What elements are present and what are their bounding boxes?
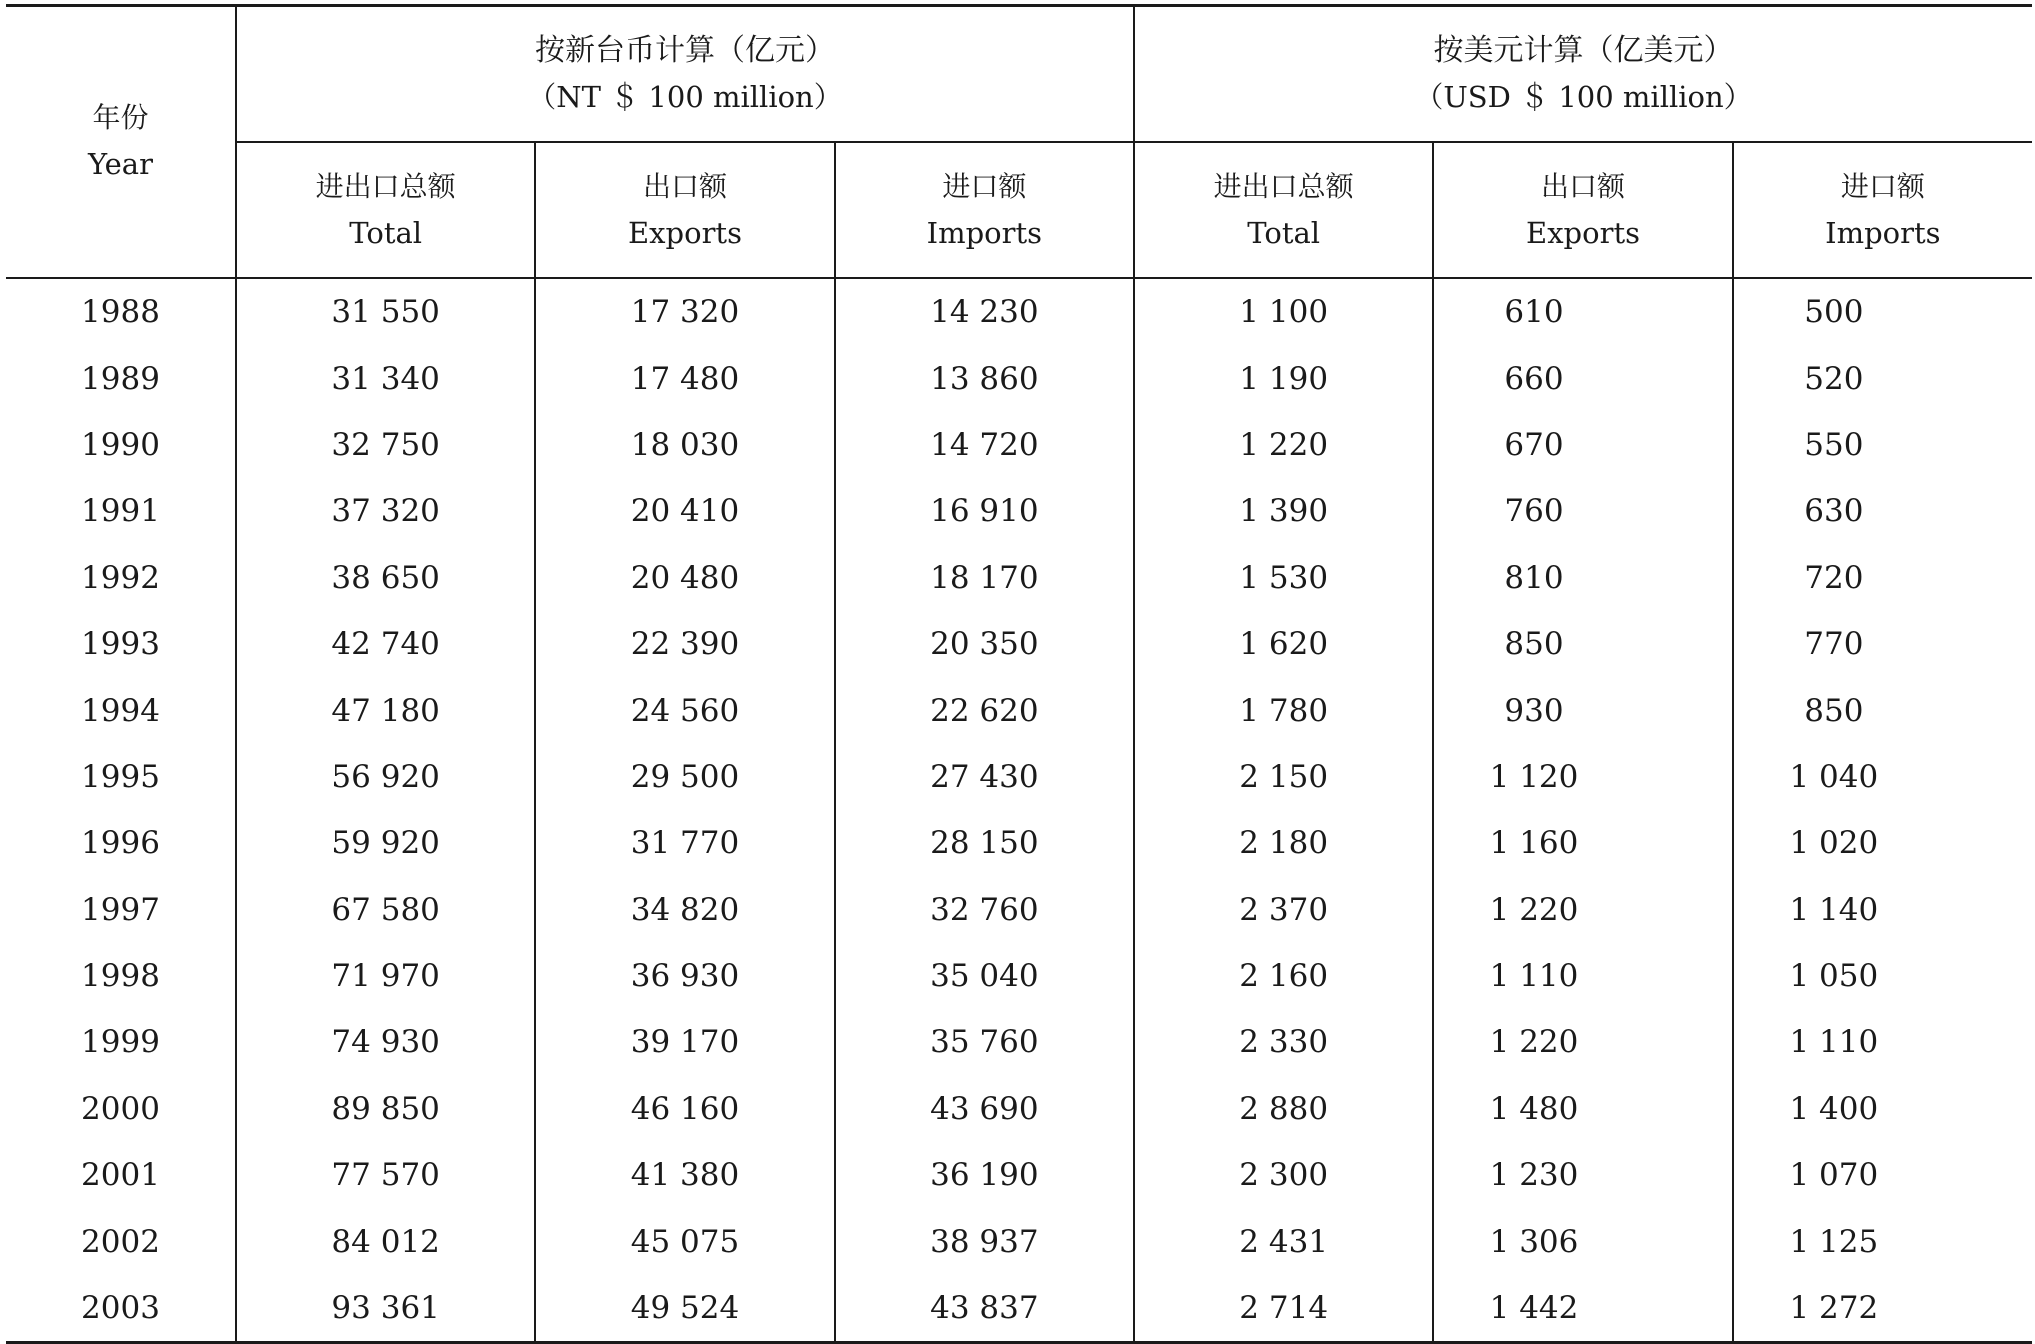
column-header-en: Exports — [1526, 216, 1640, 250]
cell-usd-imports: 850 — [1733, 677, 2032, 743]
cell-ntd-imports: 32 760 — [835, 877, 1134, 943]
cell-usd-exports: 1 442 — [1433, 1275, 1732, 1343]
table-row — [6, 1009, 2032, 1075]
cell-ntd-imports: 28 150 — [835, 810, 1134, 876]
cell-ntd-exports: 31 770 — [535, 810, 834, 876]
cell-ntd-exports: 29 500 — [535, 744, 834, 810]
table-header — [6, 6, 2032, 279]
cell-ntd-total: 38 650 — [236, 545, 535, 611]
year-cell: 1997 — [81, 891, 160, 928]
cell-ntd-total: 47 180 — [236, 677, 535, 743]
cell-ntd-exports: 36 930 — [535, 943, 834, 1009]
cell-usd-imports: 1 272 — [1733, 1275, 2032, 1343]
cell-usd-total: 1 220 — [1134, 412, 1433, 478]
column-header-en: Total — [1247, 216, 1321, 250]
cell-ntd-exports: 17 320 — [535, 278, 834, 345]
table-row — [6, 810, 2032, 876]
cell-ntd-imports: 43 837 — [835, 1275, 1134, 1343]
cell-usd-exports: 1 220 — [1433, 877, 1732, 943]
year-cell: 1995 — [81, 758, 160, 795]
cell-ntd-imports: 13 860 — [835, 345, 1134, 411]
cell-usd-exports: 610 — [1433, 278, 1732, 345]
cell-ntd-exports: 46 160 — [535, 1076, 834, 1142]
table-row — [6, 478, 2032, 544]
cell-usd-imports: 1 050 — [1733, 943, 2032, 1009]
cell-usd-total: 1 100 — [1134, 278, 1433, 345]
cell-ntd-imports: 18 170 — [835, 545, 1134, 611]
cell-ntd-total: 89 850 — [236, 1076, 535, 1142]
cell-ntd-total: 71 970 — [236, 943, 535, 1009]
table-row — [6, 1275, 2032, 1343]
cell-ntd-imports: 20 350 — [835, 611, 1134, 677]
cell-usd-exports: 760 — [1433, 478, 1732, 544]
cell-usd-total: 1 530 — [1134, 545, 1433, 611]
column-header-zh: 进出口总额 — [315, 170, 456, 203]
cell-usd-exports: 1 160 — [1433, 810, 1732, 876]
cell-usd-imports: 720 — [1733, 545, 2032, 611]
table-row — [6, 1142, 2032, 1208]
trade-table — [6, 4, 2032, 1344]
cell-ntd-total: 56 920 — [236, 744, 535, 810]
cell-usd-imports: 1 400 — [1733, 1076, 2032, 1142]
column-header-usd-total — [1134, 142, 1433, 278]
group-header-ntd-en: （NT ＄ 100 million） — [527, 80, 843, 114]
year-cell: 1994 — [81, 692, 160, 729]
cell-ntd-total: 32 750 — [236, 412, 535, 478]
year-column-header — [6, 6, 236, 279]
cell-ntd-exports: 18 030 — [535, 412, 834, 478]
year-cell: 1993 — [81, 626, 160, 663]
cell-usd-exports: 1 230 — [1433, 1142, 1732, 1208]
cell-ntd-exports: 22 390 — [535, 611, 834, 677]
cell-usd-total: 1 620 — [1134, 611, 1433, 677]
cell-usd-imports: 1 140 — [1733, 877, 2032, 943]
cell-ntd-exports: 17 480 — [535, 345, 834, 411]
cell-usd-total: 2 330 — [1134, 1009, 1433, 1075]
group-header-ntd — [236, 6, 1134, 143]
column-header-zh: 进出口总额 — [1213, 170, 1354, 203]
cell-usd-exports: 930 — [1433, 677, 1732, 743]
table-row — [6, 611, 2032, 677]
group-header-usd-zh: 按美元计算（亿美元） — [1433, 33, 1734, 68]
cell-ntd-exports: 39 170 — [535, 1009, 834, 1075]
cell-usd-total: 2 300 — [1134, 1142, 1433, 1208]
cell-usd-exports: 1 306 — [1433, 1208, 1732, 1274]
table-row — [6, 545, 2032, 611]
table-body — [6, 278, 2032, 1343]
cell-usd-total: 2 180 — [1134, 810, 1433, 876]
cell-usd-exports: 810 — [1433, 545, 1732, 611]
year-cell: 1998 — [81, 958, 160, 995]
cell-usd-total: 1 390 — [1134, 478, 1433, 544]
cell-ntd-imports: 27 430 — [835, 744, 1134, 810]
cell-ntd-total: 77 570 — [236, 1142, 535, 1208]
cell-usd-total: 2 160 — [1134, 943, 1433, 1009]
table-row — [6, 1208, 2032, 1274]
cell-ntd-imports: 16 910 — [835, 478, 1134, 544]
cell-ntd-imports: 38 937 — [835, 1208, 1134, 1274]
cell-usd-imports: 770 — [1733, 611, 2032, 677]
column-header-usd-imports — [1733, 142, 2032, 278]
cell-usd-total: 2 880 — [1134, 1076, 1433, 1142]
cell-usd-imports: 1 070 — [1733, 1142, 2032, 1208]
cell-usd-total: 1 190 — [1134, 345, 1433, 411]
cell-ntd-total: 59 920 — [236, 810, 535, 876]
cell-ntd-total: 42 740 — [236, 611, 535, 677]
cell-usd-imports: 520 — [1733, 345, 2032, 411]
column-header-zh: 进口额 — [942, 170, 1027, 203]
cell-ntd-imports: 14 720 — [835, 412, 1134, 478]
cell-ntd-imports: 35 760 — [835, 1009, 1134, 1075]
cell-ntd-exports: 49 524 — [535, 1275, 834, 1343]
cell-ntd-exports: 34 820 — [535, 877, 834, 943]
column-header-en: Imports — [1825, 216, 1941, 250]
group-header-usd-en: （USD ＄ 100 million） — [1414, 80, 1753, 114]
cell-usd-imports: 1 020 — [1733, 810, 2032, 876]
year-cell: 1988 — [81, 294, 160, 331]
year-cell: 1990 — [81, 426, 160, 463]
year-header-en: Year — [88, 147, 153, 181]
column-header-en: Imports — [926, 216, 1043, 250]
column-header-en: Total — [349, 216, 423, 250]
year-header-zh: 年份 — [92, 101, 149, 134]
year-cell: 2000 — [81, 1090, 160, 1127]
cell-ntd-imports: 35 040 — [835, 943, 1134, 1009]
cell-ntd-imports: 14 230 — [835, 278, 1134, 345]
cell-usd-exports: 850 — [1433, 611, 1732, 677]
cell-usd-total: 2 714 — [1134, 1275, 1433, 1343]
cell-ntd-total: 74 930 — [236, 1009, 535, 1075]
column-header-zh: 进口额 — [1840, 170, 1925, 203]
cell-ntd-total: 93 361 — [236, 1275, 535, 1343]
year-cell: 1996 — [81, 825, 160, 862]
cell-ntd-exports: 20 480 — [535, 545, 834, 611]
cell-usd-exports: 1 220 — [1433, 1009, 1732, 1075]
cell-usd-exports: 1 120 — [1433, 744, 1732, 810]
cell-usd-total: 2 150 — [1134, 744, 1433, 810]
cell-ntd-total: 67 580 — [236, 877, 535, 943]
column-header-ntd-imports — [835, 142, 1134, 278]
cell-ntd-total: 84 012 — [236, 1208, 535, 1274]
cell-usd-total: 1 780 — [1134, 677, 1433, 743]
table-row — [6, 278, 2032, 345]
cell-ntd-exports: 20 410 — [535, 478, 834, 544]
column-header-ntd-exports — [535, 142, 834, 278]
cell-usd-exports: 660 — [1433, 345, 1732, 411]
group-header-usd — [1134, 6, 2032, 143]
cell-usd-imports: 500 — [1733, 278, 2032, 345]
cell-usd-imports: 1 125 — [1733, 1208, 2032, 1274]
cell-usd-imports: 550 — [1733, 412, 2032, 478]
column-header-ntd-total — [236, 142, 535, 278]
year-cell: 1999 — [81, 1024, 160, 1061]
table-row — [6, 943, 2032, 1009]
cell-ntd-imports: 43 690 — [835, 1076, 1134, 1142]
cell-ntd-total: 31 340 — [236, 345, 535, 411]
cell-usd-imports: 1 110 — [1733, 1009, 2032, 1075]
cell-ntd-imports: 36 190 — [835, 1142, 1134, 1208]
cell-usd-exports: 670 — [1433, 412, 1732, 478]
table-row — [6, 345, 2032, 411]
column-header-zh: 出口额 — [1541, 170, 1626, 203]
cell-ntd-exports: 45 075 — [535, 1208, 834, 1274]
column-header-zh: 出口额 — [642, 170, 727, 203]
table-row — [6, 412, 2032, 478]
column-header-usd-exports — [1433, 142, 1732, 278]
cell-ntd-total: 37 320 — [236, 478, 535, 544]
year-cell: 1992 — [81, 559, 160, 596]
cell-usd-exports: 1 480 — [1433, 1076, 1732, 1142]
cell-ntd-imports: 22 620 — [835, 677, 1134, 743]
cell-ntd-total: 31 550 — [236, 278, 535, 345]
cell-usd-imports: 630 — [1733, 478, 2032, 544]
cell-usd-total: 2 431 — [1134, 1208, 1433, 1274]
cell-usd-total: 2 370 — [1134, 877, 1433, 943]
year-cell: 2002 — [81, 1223, 160, 1260]
table-row — [6, 1076, 2032, 1142]
column-header-en: Exports — [628, 216, 742, 250]
cell-ntd-exports: 41 380 — [535, 1142, 834, 1208]
year-cell: 2003 — [6, 1275, 236, 1343]
year-cell: 1991 — [81, 493, 160, 530]
cell-usd-exports: 1 110 — [1433, 943, 1732, 1009]
cell-usd-imports: 1 040 — [1733, 744, 2032, 810]
year-cell: 2001 — [81, 1157, 160, 1194]
table-row — [6, 877, 2032, 943]
year-cell: 1989 — [81, 360, 160, 397]
group-header-ntd-zh: 按新台币计算（亿元） — [535, 33, 835, 68]
table-row — [6, 677, 2032, 743]
cell-ntd-exports: 24 560 — [535, 677, 834, 743]
table-row — [6, 744, 2032, 810]
